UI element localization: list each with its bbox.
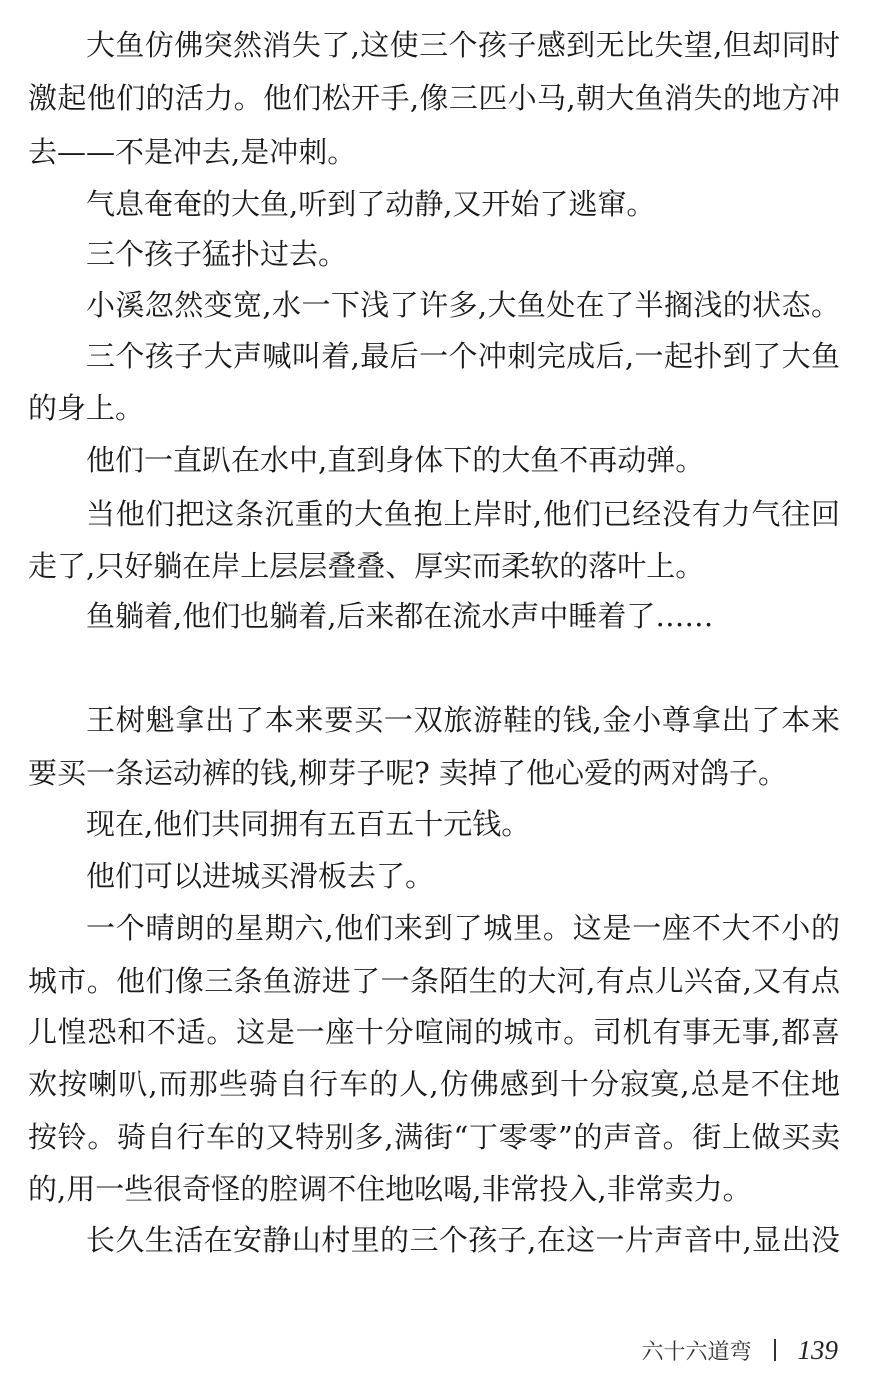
footer-divider <box>774 1339 776 1361</box>
text-line: 王树魁拿出了本来要买一双旅游鞋的钱,金小尊拿出了本来 <box>86 703 840 737</box>
text-line: 的身上。 <box>28 391 145 425</box>
page-footer <box>641 1330 838 1370</box>
text-line: 走了,只好躺在岸上层层叠叠、厚实而柔软的落叶上。 <box>28 549 705 583</box>
text-line: 大鱼仿佛突然消失了,这使三个孩子感到无比失望,但却同时 <box>86 28 840 62</box>
text-line: 小溪忽然变宽,水一下浅了许多,大鱼处在了半搁浅的状态。 <box>86 288 840 322</box>
text-line: 他们可以进城买滑板去了。 <box>86 859 435 893</box>
text-line: 鱼躺着,他们也躺着,后来都在流水声中睡着了…… <box>86 599 714 633</box>
text-line: 一个晴朗的星期六,他们来到了城里。这是一座不大不小的 <box>86 911 840 945</box>
text-line: 当他们把这条沉重的大鱼抱上岸时,他们已经没有力气往回 <box>86 497 840 531</box>
text-line: 按铃。骑自行车的又特别多,满街“丁零零”的声音。街上做买卖 <box>28 1120 840 1154</box>
text-line: 的,用一些很奇怪的腔调不住地吆喝,非常投入,非常卖力。 <box>28 1172 752 1206</box>
text-line: 三个孩子大声喊叫着,最后一个冲刺完成后,一起扑到了大鱼 <box>86 339 840 373</box>
text-line: 要买一条运动裤的钱,柳芽子呢? 卖掉了他心爱的两对鸽子。 <box>28 756 787 790</box>
text-line: 儿惶恐和不适。这是一座十分喧闹的城市。司机有事无事,都喜 <box>28 1015 840 1049</box>
text-line: 现在,他们共同拥有五百五十元钱。 <box>86 807 531 841</box>
running-title: 六十六道弯 <box>641 1339 752 1365</box>
page-number: 139 <box>797 1334 838 1365</box>
text-line: 气息奄奄的大鱼,听到了动静,又开始了逃窜。 <box>86 187 656 221</box>
text-line: 城市。他们像三条鱼游进了一条陌生的大河,有点儿兴奋,又有点 <box>28 964 840 998</box>
text-line: 长久生活在安静山村里的三个孩子,在这一片声音中,显出没 <box>86 1223 840 1257</box>
text-line: 他们一直趴在水中,直到身体下的大鱼不再动弹。 <box>86 443 705 477</box>
text-line: 去——不是冲去,是冲刺。 <box>28 135 357 169</box>
text-line: 欢按喇叭,而那些骑自行车的人,仿佛感到十分寂寞,总是不住地 <box>28 1067 840 1101</box>
text-line: 三个孩子猛扑过去。 <box>86 237 348 271</box>
text-line: 激起他们的活力。他们松开手,像三匹小马,朝大鱼消失的地方冲 <box>28 81 840 115</box>
